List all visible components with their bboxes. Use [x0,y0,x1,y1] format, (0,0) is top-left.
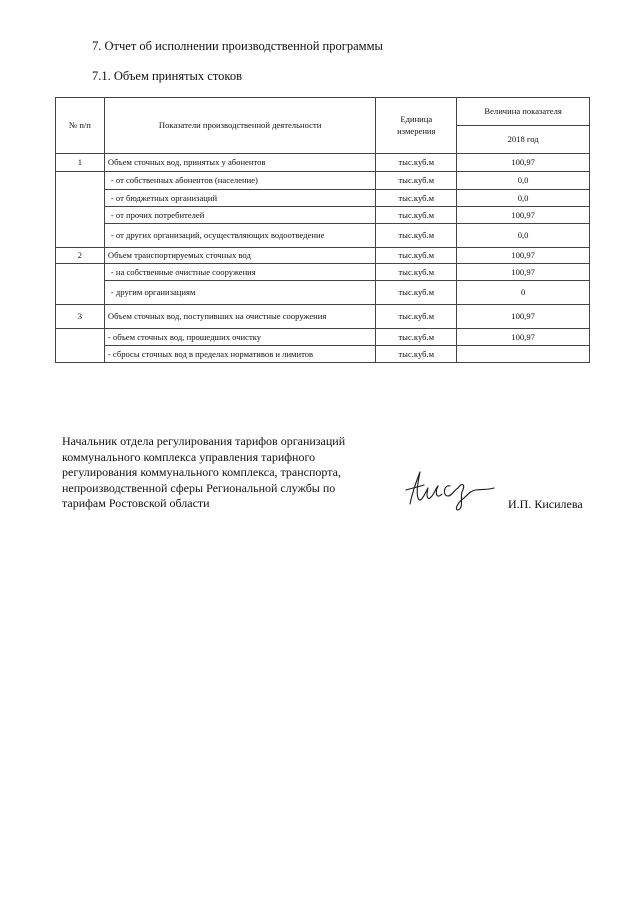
table-header-row [56,98,590,126]
table-row [56,305,590,329]
signatory-title [62,434,345,512]
row-label: - объем сточных вод, прошедших очистку [104,329,375,346]
header-unit-line2: измерения [397,126,436,136]
report-table [55,97,590,363]
row-unit: тыс.куб.м [376,346,457,363]
row-label: - сбросы сточных вод в пределах нормативов и лимитов [104,346,375,363]
row-num-empty [56,172,105,248]
table-row [56,172,590,190]
table-row [56,346,590,363]
subsection-heading: 7.1. Объем принятых стоков [92,69,242,83]
row-unit: тыс.куб.м [376,281,457,305]
table-row [56,207,590,224]
table-row [56,154,590,172]
header-indicator: Показатели производственной деятельности [104,98,375,154]
table-row [56,190,590,207]
table-row [56,248,590,264]
row-num-empty [56,264,105,305]
header-value: Величина показателя [457,98,590,126]
row-num: 1 [56,154,105,172]
row-value: 0,0 [457,190,590,207]
row-value: 100,97 [457,248,590,264]
row-unit: тыс.куб.м [376,172,457,190]
row-label: - другим организациям [104,281,375,305]
signatory-name: И.П. Кисилева [508,497,583,511]
row-num: 3 [56,305,105,329]
row-value: 100,97 [457,154,590,172]
row-value: 100,97 [457,207,590,224]
row-num-empty [56,329,105,363]
row-value [457,346,590,363]
row-value: 100,97 [457,329,590,346]
signatory-title-line: регулирования коммунального комплекса, транспорта, [62,465,341,479]
section-heading: 7. Отчет об исполнении производственной программы [92,39,383,53]
row-value: 0,0 [457,172,590,190]
row-value: 0 [457,281,590,305]
row-unit: тыс.куб.м [376,154,457,172]
row-unit: тыс.куб.м [376,329,457,346]
row-label: Объем сточных вод, поступивших на очистные сооружения [104,305,375,329]
row-unit: тыс.куб.м [376,248,457,264]
signatory-title-line: Начальник отдела регулирования тарифов организаций [62,434,346,448]
header-num: № п/п [56,98,105,154]
row-unit: тыс.куб.м [376,207,457,224]
table-row [56,281,590,305]
signatory-title-line: тарифам Ростовской области [62,496,210,510]
row-num: 2 [56,248,105,264]
row-value: 0,0 [457,224,590,248]
row-label: Объем транспортируемых сточных вод [104,248,375,264]
row-unit: тыс.куб.м [376,264,457,281]
row-label: - от прочих потребителей [104,207,375,224]
handwritten-signature [402,468,497,512]
row-unit: тыс.куб.м [376,190,457,207]
row-unit: тыс.куб.м [376,224,457,248]
table-row [56,224,590,248]
header-unit [376,98,457,154]
row-label: - от собственных абонентов (население) [104,172,375,190]
row-value: 100,97 [457,305,590,329]
row-label: Объем сточных вод, принятых у абонентов [104,154,375,172]
row-label: - от бюджетных организаций [104,190,375,207]
signatory-title-line: непроизводственной сферы Региональной службы по [62,480,336,495]
row-value: 100,97 [457,264,590,281]
header-year: 2018 год [457,126,590,154]
row-label: - от других организаций, осуществляющих водоотведение [104,224,375,248]
header-unit-line1: Единица [400,114,433,124]
table-row [56,329,590,346]
row-unit: тыс.куб.м [376,305,457,329]
row-label: - на собственные очистные сооружения [104,264,375,281]
signatory-title-line: коммунального комплекса управления тарифного [62,449,316,464]
table-row [56,264,590,281]
